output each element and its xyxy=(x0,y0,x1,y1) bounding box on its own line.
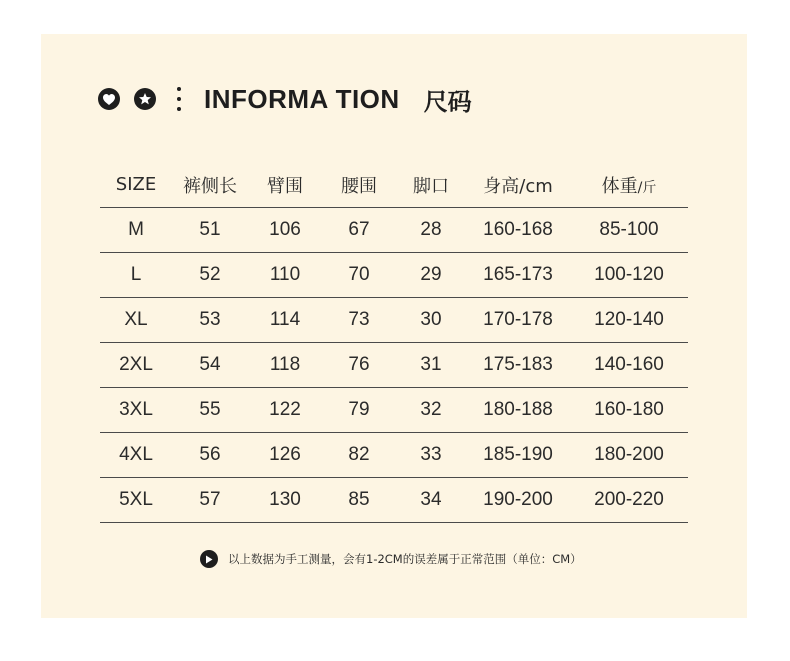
cell-size: 2XL xyxy=(100,343,172,388)
cell-weight: 100-120 xyxy=(570,253,688,298)
cell-pants-length: 52 xyxy=(172,253,248,298)
column-header-weight-label: 体重 xyxy=(601,175,638,197)
cell-height: 160-168 xyxy=(466,208,570,253)
cell-size: M xyxy=(100,208,172,253)
heart-icon xyxy=(98,88,120,110)
cell-size: 4XL xyxy=(100,433,172,478)
cell-height: 185-190 xyxy=(466,433,570,478)
cell-size: 3XL xyxy=(100,388,172,433)
vertical-dots-icon xyxy=(176,87,182,111)
cell-waist: 85 xyxy=(322,478,396,523)
cell-pants-length: 57 xyxy=(172,478,248,523)
measurement-note xyxy=(200,550,582,568)
cell-weight: 85-100 xyxy=(570,208,688,253)
column-header-waist: 腰围 xyxy=(322,162,396,208)
cell-size: L xyxy=(100,253,172,298)
cell-cuff: 32 xyxy=(396,388,466,433)
column-header-cuff: 脚口 xyxy=(396,162,466,208)
table-row xyxy=(100,208,688,253)
cell-waist: 82 xyxy=(322,433,396,478)
cell-pants-length: 56 xyxy=(172,433,248,478)
cell-weight: 180-200 xyxy=(570,433,688,478)
page-title-cn: 尺码 xyxy=(423,87,472,116)
play-icon xyxy=(200,550,218,568)
table-row xyxy=(100,478,688,523)
cell-pants-length: 51 xyxy=(172,208,248,253)
cell-arm: 106 xyxy=(248,208,322,253)
cell-height: 165-173 xyxy=(466,253,570,298)
cell-arm: 118 xyxy=(248,343,322,388)
column-header-arm: 臂围 xyxy=(248,162,322,208)
cell-arm: 110 xyxy=(248,253,322,298)
cell-waist: 67 xyxy=(322,208,396,253)
cell-arm: 126 xyxy=(248,433,322,478)
cell-weight: 140-160 xyxy=(570,343,688,388)
table-row xyxy=(100,388,688,433)
column-header-size: SIZE xyxy=(100,162,172,208)
star-icon xyxy=(134,88,156,110)
cell-arm: 114 xyxy=(248,298,322,343)
cell-height: 180-188 xyxy=(466,388,570,433)
table-row xyxy=(100,298,688,343)
cell-cuff: 28 xyxy=(396,208,466,253)
cell-pants-length: 53 xyxy=(172,298,248,343)
column-header-pants-length: 裤侧长 xyxy=(172,162,248,208)
size-table xyxy=(100,162,688,523)
table-row xyxy=(100,253,688,298)
cell-cuff: 33 xyxy=(396,433,466,478)
cell-height: 175-183 xyxy=(466,343,570,388)
cell-waist: 70 xyxy=(322,253,396,298)
cell-height: 190-200 xyxy=(466,478,570,523)
table-row xyxy=(100,343,688,388)
cell-cuff: 34 xyxy=(396,478,466,523)
header xyxy=(98,82,472,116)
note-text: 以上数据为手工测量，会有1-2CM的误差属于正常范围（单位：CM） xyxy=(228,552,582,566)
page-title-en: INFORMA TION xyxy=(204,83,400,114)
cell-cuff: 29 xyxy=(396,253,466,298)
cell-pants-length: 54 xyxy=(172,343,248,388)
table-row xyxy=(100,433,688,478)
cell-weight: 120-140 xyxy=(570,298,688,343)
table-header xyxy=(100,162,688,208)
cell-pants-length: 55 xyxy=(172,388,248,433)
cell-arm: 122 xyxy=(248,388,322,433)
cell-arm: 130 xyxy=(248,478,322,523)
table-header-row xyxy=(100,162,688,208)
column-header-weight xyxy=(570,162,688,208)
cell-weight: 160-180 xyxy=(570,388,688,433)
table-body xyxy=(100,208,688,523)
cell-waist: 79 xyxy=(322,388,396,433)
cell-size: 5XL xyxy=(100,478,172,523)
cell-waist: 73 xyxy=(322,298,396,343)
cell-cuff: 31 xyxy=(396,343,466,388)
cell-waist: 76 xyxy=(322,343,396,388)
column-header-weight-unit: /斤 xyxy=(637,179,657,196)
cell-height: 170-178 xyxy=(466,298,570,343)
cell-weight: 200-220 xyxy=(570,478,688,523)
cell-size: XL xyxy=(100,298,172,343)
column-header-height: 身高/cm xyxy=(466,162,570,208)
cell-cuff: 30 xyxy=(396,298,466,343)
